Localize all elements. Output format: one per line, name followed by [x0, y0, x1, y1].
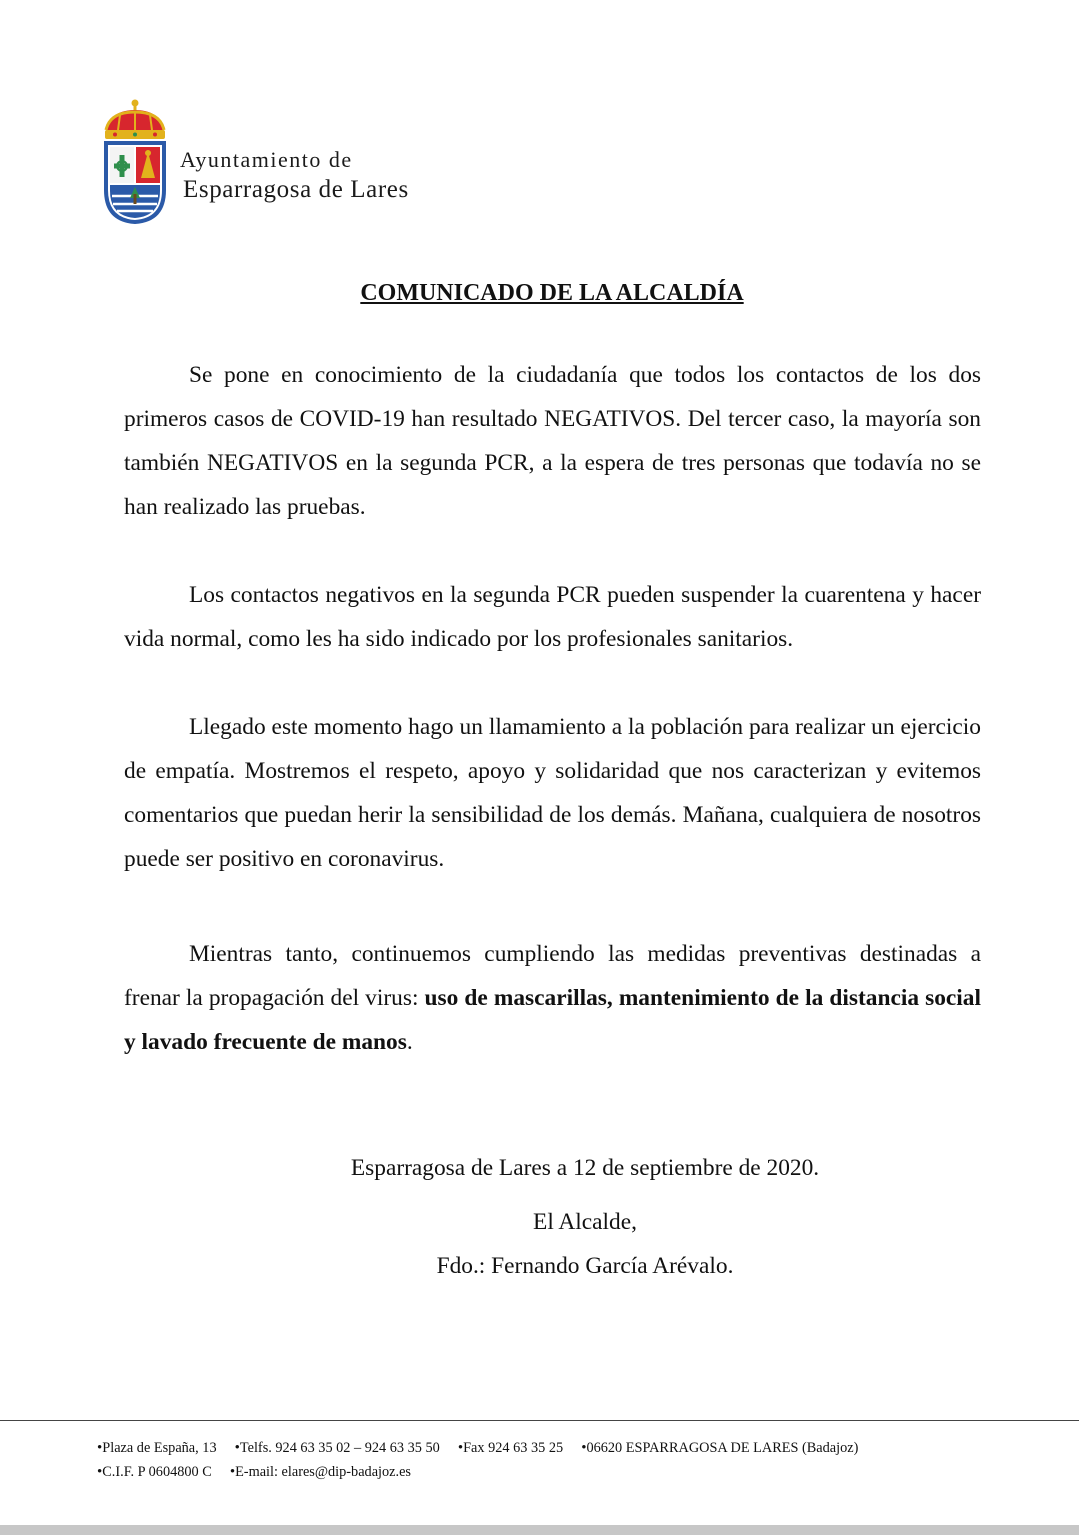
- footer-cif: • C.I.F. P 0604800 C: [97, 1464, 212, 1480]
- paragraph-4-text: Mientras tanto, continuemos cumpliendo las medidas preventivas destinadas a frenar la propagación del virus:: [124, 941, 981, 1011]
- organization-name: [180, 146, 409, 206]
- footer-address: • Plaza de España, 13: [97, 1440, 217, 1456]
- footer-fax: • Fax 924 63 35 25: [458, 1440, 563, 1456]
- paragraph-4: [124, 932, 981, 1064]
- signer-role: El Alcalde,: [533, 1209, 637, 1235]
- footer-email: • E-mail: elares@dip-badajoz.es: [230, 1464, 411, 1480]
- place-date: Esparragosa de Lares a 12 de septiembre de 2020.: [350, 1155, 820, 1181]
- paragraph-4-emphasis: uso de mascarillas, mantenimiento de la distancia social y lavado frecuente de manos: [124, 985, 981, 1055]
- organization-name-line1: Ayuntamiento de: [180, 147, 353, 172]
- coat-of-arms-icon: [100, 98, 170, 224]
- footer-phones: • Telfs. 924 63 35 02 – 924 63 35 50: [235, 1440, 440, 1456]
- organization-name-line2: Esparragosa de Lares: [183, 176, 409, 203]
- paragraph-4-end: .: [406, 1029, 413, 1055]
- signature-block: [0, 1146, 1079, 1288]
- footer-divider: [0, 1420, 1079, 1421]
- document-body: [124, 353, 981, 1064]
- footer: [97, 1436, 876, 1484]
- paragraph-3: Llegado este momento hago un llamamiento a la población para realizar un ejercicio de empatía. Mostremos el respeto, apoyo y solidaridad que nos caracterizan y evitemos comentarios que puedan herir la sensibilidad de los demás. Mañana, cualquiera de nosotros puede ser positivo en coronavirus.: [124, 714, 981, 872]
- paragraph-2: Los contactos negativos en la segunda PCR pueden suspender la cuarentena y hacer vida normal, como les ha sido indicado por los profesionales sanitarios.: [124, 582, 981, 652]
- footer-postal: • 06620 ESPARRAGOSA DE LARES (Badajoz): [581, 1440, 858, 1456]
- letterhead: [100, 98, 500, 228]
- bottom-scroll-strip: [0, 1525, 1079, 1535]
- document-title: COMUNICADO DE LA ALCALDÍA: [360, 280, 744, 306]
- paragraph-1: Se pone en conocimiento de la ciudadanía que todos los contactos de los dos primeros casos de COVID-19 han resultado NEGATIVOS. Del tercer caso, la mayoría son también NEGATIVOS en la segunda PCR, a la espera de tres personas que todavía no se han realizado las pruebas.: [124, 362, 981, 520]
- signer-name: Fdo.: Fernando García Arévalo.: [436, 1253, 734, 1279]
